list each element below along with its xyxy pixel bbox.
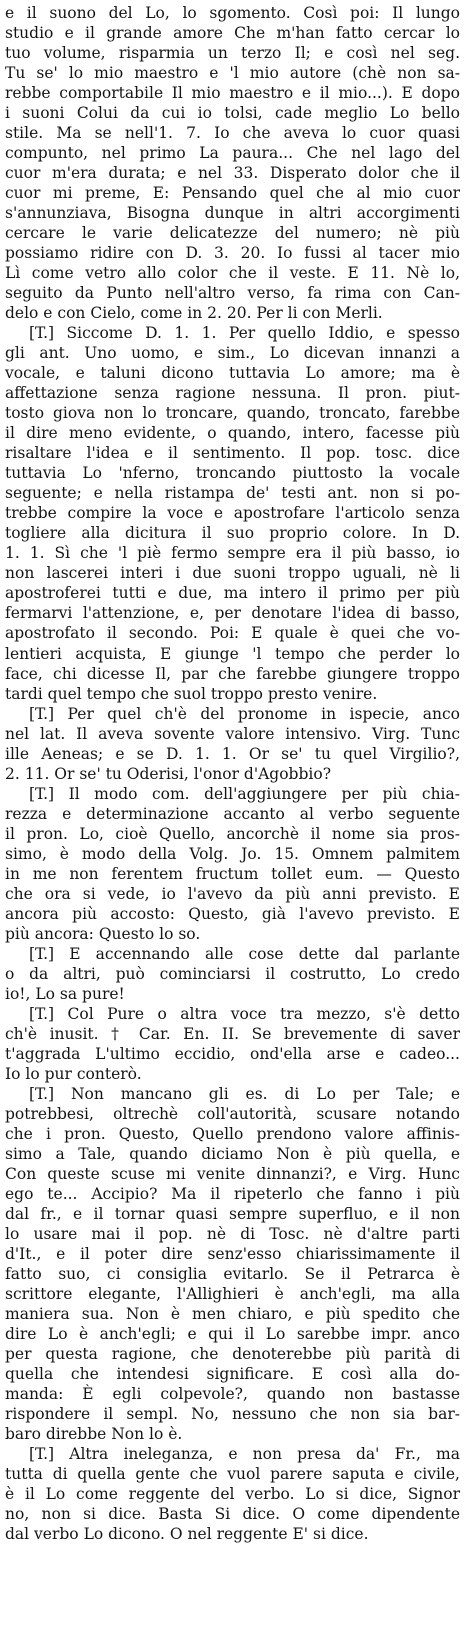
text-line: rezza e determinazione accanto al verbo seguente bbox=[5, 804, 460, 823]
text-line: manda: È egli colpevole?, quando non bastasse bbox=[5, 1385, 460, 1404]
text-line: d'It., e il poter dire senz'esso chiarissimamente il bbox=[5, 1244, 460, 1263]
text-line: t'aggrada L'ultimo eccidio, ond'ella arse e cadeo... bbox=[5, 1044, 460, 1063]
text-line: scrittore elegante, l'Allighieri è anch'egli, ma alla bbox=[5, 1285, 460, 1303]
text-line: simo a Tale, quando diciamo Non è più quella, e bbox=[5, 1144, 460, 1163]
text-line: dal verbo Lo dicono. O nel reggente E' si dice. bbox=[5, 1525, 369, 1544]
text-line: possiamo ridire con D. 3. 20. Io fussi al tacer mio bbox=[5, 244, 460, 263]
paragraph-start-line: [T.] Altra ineleganza, e non presa da' Fr., ma bbox=[29, 1445, 460, 1464]
text-line: ancora più accosto: Questo, già l'avevo previsto. E bbox=[5, 904, 460, 923]
text-line: compunto, nel primo La paura... Che nel lago del bbox=[5, 144, 460, 163]
text-line: o da altri, può cominciarsi il costrutto, Lo credo bbox=[5, 964, 460, 983]
text-line: lo usare mai il pop. nè di Tosc. nè d'altre parti bbox=[5, 1224, 460, 1243]
text-line: che i pron. Questo, Quello prendono valore affinis- bbox=[5, 1124, 460, 1143]
text-line: Con queste scuse mi venite dinnanzi?, e Virg. Hunc bbox=[5, 1164, 460, 1183]
text-line: no, non si dice. Basta Si dice. O come dipendente bbox=[5, 1505, 460, 1524]
text-line: tutta di quella gente che vuol parere saputa e civile, bbox=[5, 1465, 460, 1484]
text-line: affettazione senza ragione nessuna. Il pron. piut- bbox=[5, 384, 460, 403]
text-line: tardi quel tempo che suol troppo presto venire. bbox=[5, 684, 378, 703]
text-line: il pron. Lo, cioè Quello, ancorchè il nome sia pros- bbox=[5, 824, 460, 843]
text-line: trebbe compire la voce e apostrofare l'articolo senza bbox=[5, 504, 460, 523]
text-line: i suoni Colui da cui io tolsi, cade meglio Lo bello bbox=[5, 104, 460, 123]
paragraph-start-line: [T.] Non mancano gli es. di Lo per Tale; e bbox=[29, 1084, 460, 1103]
text-line: per questa ragione, che denoterebbe più parità di bbox=[5, 1345, 460, 1364]
text-line: fatto suo, ci consiglia evitarlo. Se il Petrarca è bbox=[5, 1264, 460, 1283]
text-line: dal fr., e il tornar quasi sempre superfluo, e il non bbox=[5, 1204, 460, 1223]
text-line: 2. 11. Or se' tu Oderisi, l'onor d'Agobbio? bbox=[5, 764, 331, 783]
text-line: lentieri acquista, E giunge 'l tempo che perder lo bbox=[5, 644, 460, 663]
text-line: face, chi dicesse Il, par che farebbe giungere troppo bbox=[5, 664, 460, 683]
text-line: apostroferei tutti e due, ma intero il primo per più bbox=[5, 584, 460, 603]
text-line: fermarvi l'attenzione, e, per denotare l'idea di basso, bbox=[5, 604, 460, 623]
text-line: tuttavia Lo 'nferno, troncando piuttosto la vocale bbox=[5, 464, 460, 483]
text-line: cuor m'era durata; e nel 33. Disperato dolor che il bbox=[5, 164, 460, 183]
text-line: studio e il grande amore Che m'han fatto cercar lo bbox=[5, 24, 460, 43]
text-line: nel lat. Il aveva sovente valore intensivo. Virg. Tunc bbox=[5, 724, 460, 743]
text-line: risaltare l'idea e il sentimento. Il pop. tosc. dice bbox=[5, 444, 460, 463]
text-line: Io lo pur conterò. bbox=[5, 1064, 142, 1083]
text-line: dire Lo è anch'egli; e qui il Lo sarebbe impr. anco bbox=[5, 1325, 460, 1344]
text-line: simo, è modo della Volg. Jo. 15. Omnem palmitem bbox=[5, 844, 460, 863]
text-line: seguito da Punto nell'altro verso, fa rima con Can- bbox=[5, 284, 460, 303]
text-line: cercare le varie delicatezze del numero; nè più bbox=[5, 224, 460, 243]
text-line: potrebbesi, oltrechè coll'autorità, scusare notando bbox=[5, 1104, 460, 1123]
text-line: ego te... Accipio? Ma il ripeterlo che fanno i più bbox=[5, 1184, 460, 1203]
text-line: seguente; e nella ristampa de' testi ant. non si po- bbox=[5, 484, 460, 503]
paragraph-start-line: [T.] Per quel ch'è del pronome in ispecie, anco bbox=[29, 704, 460, 723]
text-line: è il Lo come reggente del verbo. Lo si dice, Signor bbox=[5, 1485, 460, 1504]
text-line: quella che intendesi significare. E così alla do- bbox=[5, 1365, 460, 1384]
text-line: che ora si vede, io l'avevo da più anni previsto. E bbox=[5, 884, 460, 903]
text-line: apostrofato il secondo. Poi: E quale è quei che vo- bbox=[5, 624, 460, 643]
dictionary-page bbox=[5, 3, 460, 1544]
text-line: rispondere il sempl. No, nessuno che non sia bar- bbox=[5, 1405, 460, 1424]
text-line: non lascerei interi i due suoni troppo uguali, nè li bbox=[5, 564, 460, 583]
paragraph-start-line: [T.] Siccome D. 1. 1. Per quello Iddio, e spesso bbox=[29, 324, 460, 343]
text-line: tuo volume, risparmia un terzo Il; e così nel seg. bbox=[5, 44, 460, 63]
text-line: e il suono del Lo, lo sgomento. Così poi: Il lungo bbox=[5, 4, 460, 22]
text-line: baro direbbe Non lo è. bbox=[5, 1425, 183, 1444]
text-line: maniera sua. Non è men chiaro, e più spedito che bbox=[5, 1305, 460, 1324]
paragraph-start-line: [T.] Il modo com. dell'aggiungere per più chia- bbox=[29, 784, 460, 803]
text-line: s'annunziava, Bisogna dunque in altri accorgimenti bbox=[5, 204, 460, 223]
text-line: gli ant. Uno uomo, e sim., Lo dicevan innanzi a bbox=[5, 344, 460, 363]
text-line: ille Aeneas; e se D. 1. 1. Or se' tu quel Virgilio?, bbox=[5, 744, 460, 763]
text-line: più ancora: Questo lo so. bbox=[5, 924, 201, 943]
paragraph-start-line: [T.] E accennando alle cose dette dal parlante bbox=[29, 944, 460, 963]
text-line: in me non ferentem fructum tollet eum. — Questo bbox=[5, 864, 460, 883]
text-line: cuor mi preme, E: Pensando quel che al mio cuor bbox=[5, 184, 460, 203]
text-line: rebbe comportabile Il mio maestro e il mio...). E dopo bbox=[5, 84, 460, 103]
text-line: delo e con Cielo, come in 2. 20. Per li con Merli. bbox=[5, 304, 383, 323]
text-line: io!, Lo sa pure! bbox=[5, 984, 125, 1003]
text-line: ch'è inusit. † Car. En. II. Se brevemente di saver bbox=[5, 1024, 460, 1043]
text-line: 1. 1. Sì che 'l piè fermo sempre era il più basso, io bbox=[5, 544, 460, 563]
text-line: tosto giova non lo troncare, quando, troncato, farebbe bbox=[5, 404, 460, 423]
paragraph-start-line: [T.] Col Pure o altra voce tra mezzo, s'è detto bbox=[29, 1004, 460, 1023]
text-line: vocale, e taluni dicono tuttavia Lo amore; ma è bbox=[5, 364, 460, 383]
text-line: il dire meno evidente, o quando, intero, facesse più bbox=[5, 424, 460, 443]
text-line: Tu se' lo mio maestro e 'l mio autore (chè non sa- bbox=[5, 64, 460, 83]
text-line: Lì come vetro allo color che il veste. E 11. Nè lo, bbox=[5, 264, 460, 283]
text-line: togliere alla dicitura il suo proprio colore. In D. bbox=[5, 524, 460, 543]
text-line: stile. Ma se nell'1. 7. Io che aveva lo cuor quasi bbox=[5, 124, 460, 143]
